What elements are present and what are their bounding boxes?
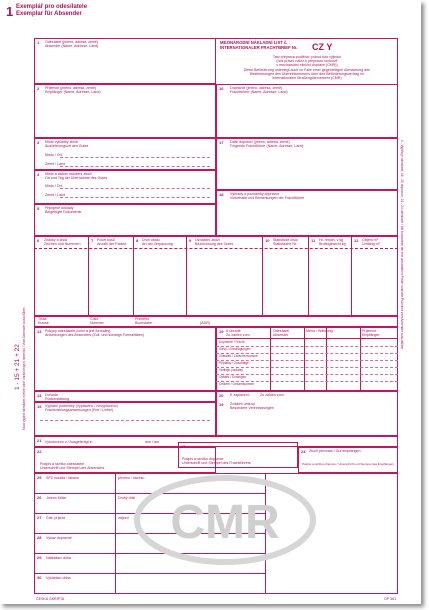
right-side-note: 1 - Vyplňuje odesílatel; 16 - 20 dopravce; 21 - 24 odesílatel / Mit Ausnahme der fett umrandeten Felder sind alle Rubriken vom Absender auszufüllen xyxy=(400,140,404,350)
box-5-label-de: Beigefügte Dokumente xyxy=(45,210,82,214)
col-11-number: 11 xyxy=(311,238,316,243)
box-14-number: 14 xyxy=(37,393,42,398)
footer-publisher: ČESKÁ SKRIPTA xyxy=(36,597,65,601)
box-3-label-de: Auslieferungsort des Gutes xyxy=(45,144,89,148)
col-7-label-cz: Počet kusů xyxy=(97,238,115,242)
box-16-number: 16 xyxy=(219,86,224,91)
box-2-label-de: Empfänger (Name, Adresse, Land) xyxy=(45,90,101,94)
box-3-place: Místo / Ort xyxy=(45,153,62,157)
adr-row[interactable] xyxy=(34,316,398,327)
col-8-label-de: Art der Verpackung xyxy=(142,242,173,246)
box-15-number: 15 xyxy=(37,404,42,409)
col-10-number: 10 xyxy=(265,238,270,243)
cmr-note xyxy=(222,55,392,80)
pay-head-sender: Odesílatel xyxy=(273,329,290,333)
cmr-watermark xyxy=(130,470,320,570)
box-17-label-de: Folgende Frachtführer (Name, Adresse, Land) xyxy=(230,144,304,148)
box-4-label-de: Ort und Tag der Übernahme des Gutes xyxy=(45,176,108,180)
box-4-place: Místo / Ort xyxy=(45,184,62,188)
col-7-number: 7 xyxy=(91,238,94,243)
col-10-label-cz: Statistické číslo xyxy=(273,238,298,242)
note-line-3: v mezinárodní silniční dopravě (CMR)) xyxy=(276,63,338,68)
col-9-number: 9 xyxy=(189,238,192,243)
col-8-number: 8 xyxy=(136,238,139,243)
copy-line1: Exemplář pro odesílatele xyxy=(16,4,88,10)
box-19-label-de: Besondere Vereinbarungen xyxy=(230,406,274,410)
box-3-label-cz: Místo vykládky zboží xyxy=(45,140,79,144)
col-9-label-cz: Označení zboží xyxy=(195,238,220,242)
pay-head-due-de: Zu zahlen vom xyxy=(226,333,250,337)
payment-row-label: Dopravné / Fracht xyxy=(219,340,245,344)
box-22-label-de: Unterschrift und Stempel des Absenders xyxy=(40,466,105,470)
payment-row-label: Ostatní / Sonstiges xyxy=(219,375,246,379)
pay-head-sender-de: Absender xyxy=(273,333,289,337)
col-8-label-cz: Druh obalu xyxy=(142,238,160,242)
box-19-number: 19 xyxy=(219,402,224,407)
reg-row-label: Čas: příjezd xyxy=(46,516,66,520)
pay-head-consignee: Příjemce xyxy=(362,329,377,333)
adr-letter-de: Buchstabe xyxy=(135,321,152,325)
title-de: INTERNATIONALER FRACHTBRIEF Nr. xyxy=(220,45,298,50)
box-1-number: 1 xyxy=(37,40,40,45)
payment-row-divider xyxy=(216,367,398,368)
col-12-number: 12 xyxy=(354,238,359,243)
payment-row-label: Slevy / Ermäßigungen xyxy=(219,347,251,351)
reg-row-label: Výkaz dopravné xyxy=(46,536,72,540)
box-5-number: 5 xyxy=(37,206,40,211)
col-6-label-cz: Značky a čísla xyxy=(44,238,67,242)
box-5-label-cz: Připojené doklady xyxy=(45,206,74,210)
pay-head-currency: Měna / Währung xyxy=(306,329,333,333)
box-21-number: 21 xyxy=(37,438,42,443)
box-22-number: 22 xyxy=(37,449,42,454)
reg-row-number: 30 xyxy=(37,575,42,580)
box-21-label: Vyhotoveno v / Ausgefertigt in xyxy=(45,440,93,444)
col-12-label-cz: Objem m³ xyxy=(362,238,378,242)
title-cz: MEZINÁRODNÍ NÁKLADNÍ LIST č. xyxy=(220,40,288,45)
box-2-label-cz: Příjemce (jméno, adresa, země) xyxy=(45,86,97,90)
box-24-number: 24 xyxy=(301,449,306,454)
box-20-label-de: Zu zahlen vom: xyxy=(260,393,285,397)
box-13-label-de: Anweisungen des Absenders (Zoll- und sonstige Formalitäten) xyxy=(45,333,145,337)
footer-code: OP 381 xyxy=(384,597,397,601)
payment-row-label: Zůstatek / Zwischensumme xyxy=(219,354,258,358)
pay-head-consignee-de: Empfänger xyxy=(362,333,380,337)
reg-row-label: Vykládací doba xyxy=(46,576,71,580)
box-17-number: 17 xyxy=(219,140,224,145)
adr-class-de: Klasse xyxy=(38,321,49,325)
box-14-label-cz: Dohoda xyxy=(45,393,58,397)
left-side-note: Musí vyplnit odesílatel včetně silně ohraničených rámečků / Vom Absender auszufüllen xyxy=(22,307,26,430)
left-copies-label: 1 - 15 + 21 + 22 xyxy=(14,344,21,390)
box-1-label-cz: Odesílatel (jméno, adresa, země) xyxy=(45,40,99,44)
box-3-country: Země / Land xyxy=(45,162,66,166)
box-special-agreements[interactable] xyxy=(216,391,398,436)
payment-row-label: Příplatky / Zuschläge xyxy=(219,361,249,365)
reg-row-number: 29 xyxy=(37,555,42,560)
box-14-label-de: Rückerstattung xyxy=(45,397,70,401)
box-18-label-de: Vorbehalte und Bemerkungen der Frachtführer xyxy=(230,196,305,200)
box-15-label-de: Frachtzahlungsanweisungen (Frei / Unfrei) xyxy=(45,408,113,412)
note-line-5: Bestimmungen des Übereinkommens über den Beförderungsvertrag im xyxy=(250,71,364,76)
note-line-2: (nos právní nález o přepravní smlouvě xyxy=(276,59,338,64)
box-23-label-de: Unterschrift und Stempel des Frachtführers xyxy=(182,461,251,465)
box-24-label-cz: Zboží převzato / Gut empfangen xyxy=(309,449,361,453)
col-12-label-de: Umfang m³ xyxy=(362,242,380,246)
col-10-label-de: Statistische Nr. xyxy=(273,242,297,246)
box-23-label-cz: Podpis a razítko dopravce xyxy=(182,457,224,461)
col-11-label-de: Bruttogewicht kg xyxy=(319,242,346,246)
copy-number: 1 xyxy=(6,4,14,19)
note-line-6: internationalen Straßengüterverkehr (CMR) xyxy=(272,76,342,81)
note-line-4: Diese Beförderung unterliegt auch im Falle einer gegenteiligen Abmachung den xyxy=(243,67,371,72)
box-17-label-cz: Další dopravci (jméno, adresa, země) xyxy=(230,140,290,144)
adr-number-de: Nummer xyxy=(90,321,104,325)
box-21-date: dne / am xyxy=(145,440,159,444)
reg-row-number: 28 xyxy=(37,535,42,540)
box-3-number: 3 xyxy=(37,140,40,145)
box-15-label-cz: Výplatní podmínky (Vyplaceno / nevyplaceno) xyxy=(45,404,118,408)
box-2-number: 2 xyxy=(37,86,40,91)
col-7-label-de: Anzahl der Packst. xyxy=(97,242,127,246)
payment-row-label: Celkem / Gesamtsumme xyxy=(219,382,255,386)
reg-row-label: SPZ vozidla / tahače xyxy=(46,476,79,480)
adr-number-cz: Číslo xyxy=(90,317,99,321)
col-6-label-de: Zeichen und Nummern xyxy=(44,242,81,246)
country-code: CZ Y xyxy=(312,42,333,52)
box-16-label-de: Frachtführer (Name, Adresse, Land) xyxy=(230,90,288,94)
col-6-number: 6 xyxy=(37,238,40,243)
box-1-label-de: Absender (Name, Adresse, Land) xyxy=(45,44,99,48)
box-4-number: 4 xyxy=(37,172,40,177)
box-23-number: 23 xyxy=(181,444,186,449)
adr-letter-cz: Písmeno xyxy=(135,317,150,321)
box-4-label-cz: Místo a datum naložení zboží xyxy=(45,172,92,176)
reg-row-divider xyxy=(34,573,265,574)
adr-label: (ADR) xyxy=(200,321,210,325)
reg-row-number: 25 xyxy=(37,475,42,480)
reg-row-label-2: přívěsu / návěsu xyxy=(118,476,145,480)
box-13-number: 13 xyxy=(37,329,42,334)
box-22-label-cz: Podpis a razítko odesílatele xyxy=(40,462,85,466)
box-13-label-cz: Pokyny odesílatele (celní a jiné formality) xyxy=(45,329,111,333)
payment-row-label: Vedlejší poplatky xyxy=(219,368,243,372)
box-18-number: 18 xyxy=(219,192,224,197)
box-19-label-cz: Zvláštní úmluvy xyxy=(230,402,255,406)
box-16-label-cz: Dopravce (jméno, adresa, země) xyxy=(230,86,283,90)
watermark-text: CMR xyxy=(170,496,280,549)
col-9-label-de: Bezeichnung des Gutes xyxy=(195,242,234,246)
box-18-label-cz: Výhrady a poznámky dopravce xyxy=(230,192,280,196)
box-20-number: 20 xyxy=(219,393,224,398)
reg-row-label: Nakládací doba xyxy=(46,556,71,560)
note-line-1: Tato přeprava podléhá i pokud tuto výjimku xyxy=(272,55,342,59)
pay-head-due: K úhradě xyxy=(226,329,241,333)
adr-class-cz: Třída xyxy=(38,317,47,321)
payment-number: 19 xyxy=(219,329,224,334)
reg-row-label-2: odjezd xyxy=(118,516,129,520)
reg-row-number: 27 xyxy=(37,515,42,520)
reg-row-label: Jméno řidiče xyxy=(46,496,67,500)
col-11-label-cz: Hr. hmotn. v kg xyxy=(319,238,344,242)
reg-row-label-2: Druhý řidič xyxy=(118,496,136,500)
box-24-label-de: Podpis a razítko příjemce / Unterschrift und Stempel des Empfängers xyxy=(302,462,395,466)
box-4-country: Země / Land xyxy=(45,193,66,197)
copy-line2: Exemplar für Absender xyxy=(16,11,82,17)
box-20-label-cz: K zaplacení: xyxy=(230,393,250,397)
reg-row-number: 26 xyxy=(37,495,42,500)
